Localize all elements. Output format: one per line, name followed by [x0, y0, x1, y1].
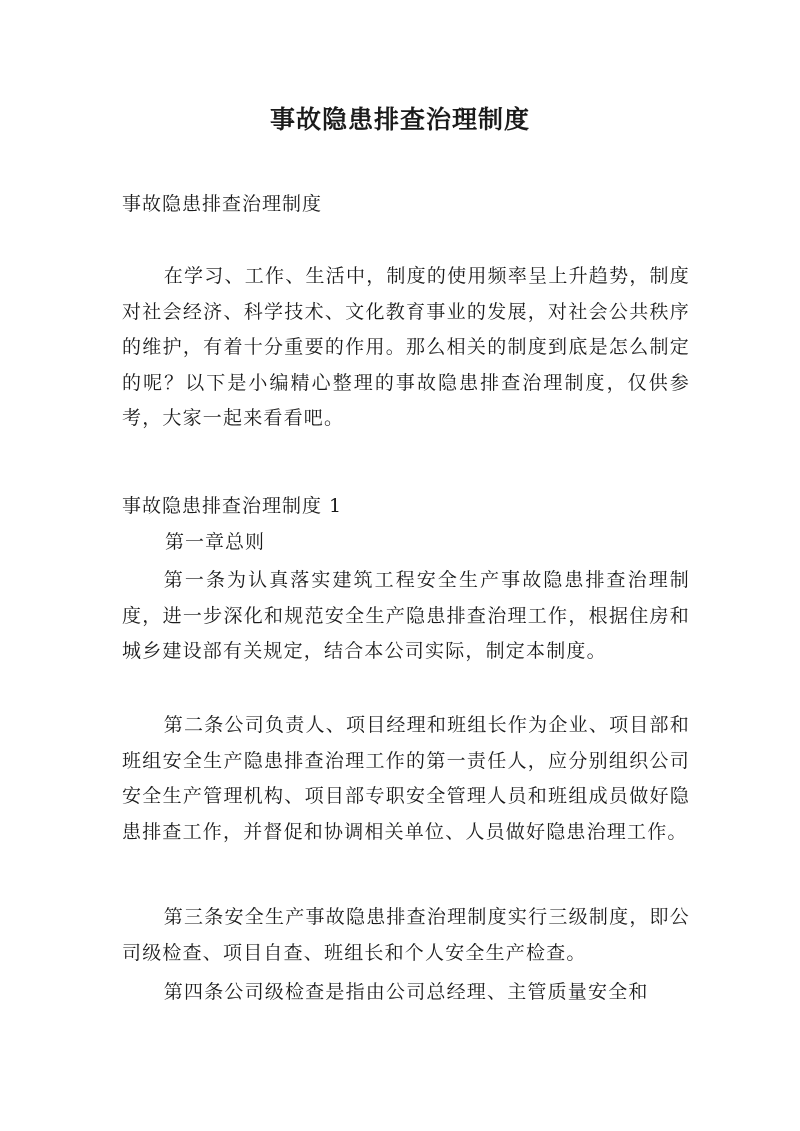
chapter-heading: 第一章总则: [165, 531, 266, 553]
article-paragraph: 第四条公司级检查是指由公司总经理、主管质量安全和: [163, 981, 649, 1003]
article-paragraph: 第三条安全生产事故隐患排查治理制度实行三级制度，即公司级检查、项目自查、班组长和个人安全生产检查。: [122, 906, 690, 964]
section-heading: 事故隐患排查治理制度 1: [122, 495, 343, 517]
document-subtitle: 事故隐患排查治理制度: [122, 193, 323, 215]
article-paragraph: 第一条为认真落实建筑工程安全生产事故隐患排查治理制度，进一步深化和规范安全生产隐患排查治理工作，根据住房和城乡建设部有关规定，结合本公司实际，制定本制度。: [122, 569, 690, 662]
article-paragraph: 第二条公司负责人、项目经理和班组长作为企业、项目部和班组安全生产隐患排查治理工作的第一责任人，应分别组织公司安全生产管理机构、项目部专职安全管理人员和班组成员做好隐患排查工作，并督促和协调相关单位、人员做好隐患治理工作。: [122, 714, 690, 843]
intro-paragraph: 在学习、工作、生活中，制度的使用频率呈上升趋势，制度对社会经济、科学技术、文化教育事业的发展，对社会公共秩序的维护，有着十分重要的作用。那么相关的制度到底是怎么制定的呢？以下是小编精心整理的事故隐患排查治理制度，仅供参考，大家一起来看看吧。: [122, 265, 690, 429]
document-title: 事故隐患排查治理制度: [269, 105, 530, 134]
